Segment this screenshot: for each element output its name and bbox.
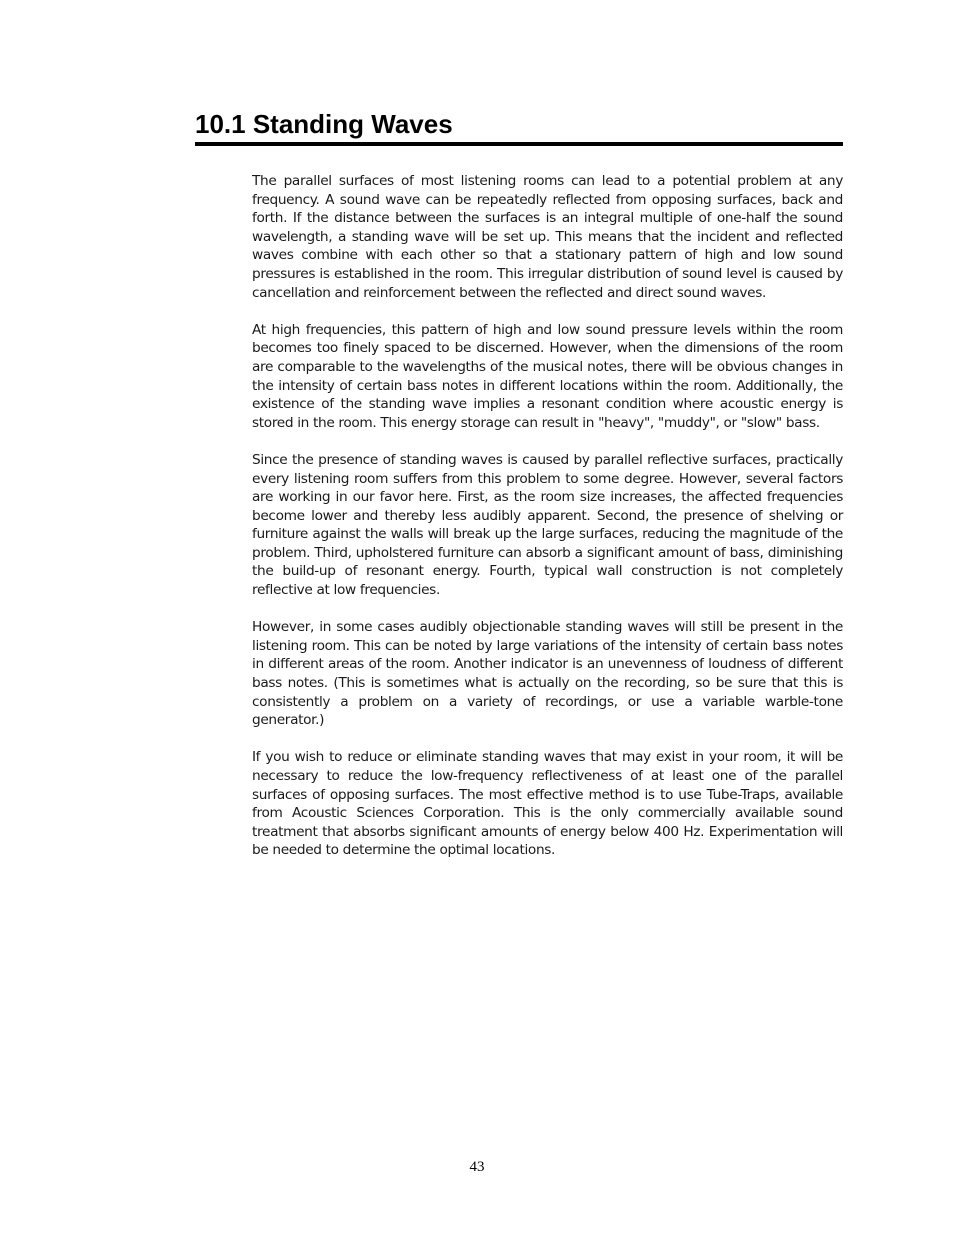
- section-heading: 10.1 Standing Waves: [195, 108, 843, 146]
- paragraph-3: Since the presence of standing waves is caused by parallel reflective surfaces, practically every listening room suffers from this problem to some degree. However, several factors are working in our favor here. First, as the room size increases, the affected frequencies become lower and thereby less audibly apparent. Second, the presence of shelving or furniture against the walls will break up the large surfaces, reducing the magnitude of the problem. Third, upholstered furniture can absorb a significant amount of bass, diminishing the build-up of resonant energy. Fourth, typical wall construction is not completely reflective at low frequencies.: [252, 451, 843, 599]
- paragraph-1: The parallel surfaces of most listening rooms can lead to a potential problem at any frequency. A sound wave can be repeatedly reflected from opposing surfaces, back and forth. If the distance between the surfaces is an integral multiple of one-half the sound wavelength, a standing wave will be set up. This means that the incident and reflected waves combine with each other so that a stationary pattern of high and low sound pressures is established in the room. This irregular distribution of sound level is caused by cancellation and reinforcement between the reflected and direct sound waves.: [252, 173, 843, 301]
- paragraph-2: At high frequencies, this pattern of high and low sound pressure levels within the room becomes too finely spaced to be discerned. However, when the dimensions of the room are comparable to the wavelengths of the musical notes, there will be obvious changes in the intensity of certain bass notes in different locations within the room. Additionally, the existence of the standing wave implies a resonant condition where acoustic energy is stored in the room. This energy storage can result in "heavy", "muddy", or "slow" bass.: [252, 321, 843, 431]
- paragraph-4: However, in some cases audibly objectionable standing waves will still be present in the listening room. This can be noted by large variations of the intensity of certain bass notes in different areas of the room. Another indicator is an unevenness of loudness of different bass notes. (This is sometimes what is actually on the recording, so be sure that this is consistently a problem on a variety of recordings, or use a variable warble-tone generator.): [252, 619, 843, 729]
- body-text: [252, 172, 843, 879]
- page-number: 43: [469, 1159, 485, 1175]
- paragraph-5: If you wish to reduce or eliminate standing waves that may exist in your room, it will be necessary to reduce the low-frequency reflectiveness of at least one of the parallel surfaces of opposing surfaces. The most effective method is to use Tube-Traps, available from Acoustic Sciences Corporation. This is the only commercially available sound treatment that absorbs significant amounts of energy below 400 Hz. Experimentation will be needed to determine the optimal locations.: [252, 749, 843, 859]
